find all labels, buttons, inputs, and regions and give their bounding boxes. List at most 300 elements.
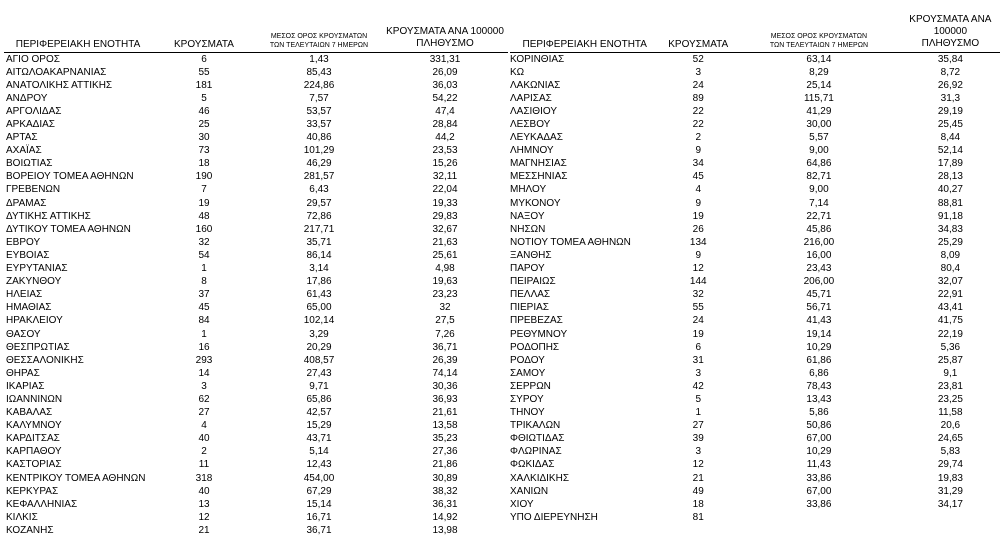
per-100k-cell: 31,29	[937, 485, 963, 497]
region-cell: ΑΡΤΑΣ	[6, 132, 38, 144]
table-row	[4, 249, 508, 262]
table-row	[510, 406, 1000, 419]
table-row	[510, 210, 1000, 223]
per-100k-cell: 54,22	[432, 92, 458, 104]
region-cell: ΛΑΚΩΝΙΑΣ	[510, 79, 561, 91]
avg-7day-cell: 5,86	[809, 407, 829, 419]
per-100k-cell: 29,83	[432, 210, 458, 222]
per-100k-cell: 38,32	[432, 485, 458, 497]
region-cell: ΛΕΣΒΟΥ	[510, 119, 551, 131]
per-100k-cell: 20,6	[940, 420, 961, 432]
cases-cell: 40	[198, 433, 210, 445]
per-100k-cell: 14,92	[432, 511, 458, 523]
avg-7day-cell: 67,00	[806, 433, 832, 445]
cases-cell: 9	[695, 145, 702, 157]
table-row	[4, 210, 508, 223]
region-cell: ΔΥΤΙΚΗΣ ΑΤΤΙΚΗΣ	[6, 210, 91, 222]
per-100k-cell: 19,83	[937, 472, 963, 484]
region-cell: ΚΟΡΙΝΘΙΑΣ	[510, 53, 565, 65]
cases-cell: 24	[692, 315, 704, 327]
region-cell: ΠΕΛΛΑΣ	[510, 289, 551, 301]
table-row	[4, 380, 508, 393]
cases-table-right	[510, 6, 1000, 524]
table-row	[510, 327, 1000, 340]
table-row	[4, 144, 508, 157]
avg-7day-cell: 12,43	[306, 459, 332, 471]
region-cell: ΣΑΜΟΥ	[510, 367, 546, 379]
cases-cell: 3	[201, 380, 207, 392]
per-100k-cell: 34,83	[937, 223, 963, 235]
table-row	[510, 458, 1000, 471]
avg-7day-cell: 408,57	[303, 354, 335, 366]
cases-cell: 1	[201, 263, 207, 275]
header-7day-average: ΜΕΣΟΣ ΟΡΟΣ ΚΡΟΥΣΜΑΤΩΝ ΤΩΝ ΤΕΛΕΥΤΑΙΩΝ 7 ΗΜΕΡΩΝ	[769, 32, 868, 49]
table-row	[4, 419, 508, 432]
region-cell: ΦΘΙΩΤΙΔΑΣ	[510, 433, 565, 445]
cases-cell: 19	[198, 197, 210, 209]
header-cases: ΚΡΟΥΣΜΑΤΑ	[174, 38, 234, 50]
table-row	[510, 485, 1000, 498]
region-cell: ΝΟΤΙΟΥ ΤΟΜΕΑ ΑΘΗΝΩΝ	[510, 236, 631, 248]
avg-7day-cell: 41,29	[806, 105, 832, 117]
region-cell: ΔΥΤΙΚΟΥ ΤΟΜΕΑ ΑΘΗΝΩΝ	[6, 223, 131, 235]
table-row	[510, 432, 1000, 445]
table-row	[510, 66, 1000, 79]
cases-cell: 30	[198, 132, 210, 144]
region-cell: ΘΑΣΟΥ	[6, 328, 41, 340]
per-100k-cell: 21,86	[432, 459, 458, 471]
region-cell: ΧΑΝΙΩΝ	[510, 485, 549, 497]
avg-7day-cell: 15,14	[306, 498, 332, 510]
avg-7day-cell: 1,43	[309, 53, 329, 65]
per-100k-cell: 17,89	[937, 158, 963, 170]
table-row	[510, 354, 1000, 367]
table-row	[4, 288, 508, 301]
avg-7day-cell: 33,57	[306, 119, 332, 131]
cases-cell: 18	[198, 158, 210, 170]
cases-cell: 293	[195, 354, 213, 366]
table-row	[4, 52, 508, 66]
region-cell: ΚΕΝΤΡΙΚΟΥ ΤΟΜΕΑ ΑΘΗΝΩΝ	[6, 472, 146, 484]
avg-7day-cell: 11,43	[806, 459, 832, 471]
avg-7day-cell: 61,86	[806, 354, 832, 366]
table-row	[510, 170, 1000, 183]
table-row	[510, 131, 1000, 144]
cases-cell: 12	[198, 511, 210, 523]
per-100k-cell: 44,2	[435, 132, 455, 144]
region-cell: ΑΝΔΡΟΥ	[6, 92, 48, 104]
cases-cell: 14	[198, 367, 210, 379]
cases-cell: 11	[198, 459, 210, 471]
per-100k-cell: 19,63	[432, 276, 458, 288]
table-row	[4, 432, 508, 445]
region-cell: ΕΥΒΟΙΑΣ	[6, 249, 50, 261]
avg-7day-cell: 20,29	[306, 341, 332, 353]
per-100k-cell	[901, 511, 1000, 524]
per-100k-cell: 32	[439, 302, 451, 314]
cases-cell: 4	[695, 184, 702, 196]
per-100k-cell: 35,23	[432, 433, 458, 445]
region-cell: ΜΕΣΣΗΝΙΑΣ	[510, 171, 568, 183]
avg-7day-cell: 53,57	[306, 105, 332, 117]
cases-cell: 32	[692, 289, 704, 301]
cases-cell: 19	[692, 210, 704, 222]
avg-7day-cell: 17,86	[306, 276, 332, 288]
per-100k-cell: 331,31	[429, 53, 461, 65]
region-cell: ΕΥΡΥΤΑΝΙΑΣ	[6, 263, 68, 275]
per-100k-cell: 21,61	[432, 407, 458, 419]
avg-7day-cell: 86,14	[306, 249, 332, 261]
per-100k-cell: 25,61	[432, 249, 458, 261]
region-cell: ΠΕΙΡΑΙΩΣ	[510, 276, 556, 288]
per-100k-cell: 23,53	[432, 145, 458, 157]
region-cell: ΖΑΚΥΝΘΟΥ	[6, 276, 62, 288]
header-region: ΠΕΡΙΦΕΡΕΙΑΚΗ ΕΝΟΤΗΤΑ	[522, 38, 647, 50]
avg-7day-cell: 25,14	[806, 79, 832, 91]
table-row	[4, 275, 508, 288]
cases-table-left	[4, 6, 508, 537]
avg-7day-cell: 5,14	[309, 446, 329, 458]
region-cell: ΑΡΚΑΔΙΑΣ	[6, 119, 55, 131]
avg-7day-cell: 101,29	[303, 145, 335, 157]
table-row	[510, 92, 1000, 105]
avg-7day-cell: 29,57	[306, 197, 332, 209]
per-100k-cell: 13,98	[432, 524, 458, 536]
cases-cell: 144	[689, 276, 707, 288]
table-row	[510, 314, 1000, 327]
table-row	[510, 105, 1000, 118]
cases-cell: 42	[692, 380, 704, 392]
per-100k-cell: 88,81	[937, 197, 963, 209]
cases-cell: 2	[695, 132, 702, 144]
table-row	[510, 144, 1000, 157]
cases-cell: 22	[692, 119, 704, 131]
avg-7day-cell: 7,57	[309, 92, 329, 104]
per-100k-cell: 35,84	[937, 53, 963, 65]
per-100k-cell: 4,98	[435, 263, 455, 275]
per-100k-cell: 41,75	[937, 315, 963, 327]
per-100k-cell: 26,39	[432, 354, 458, 366]
region-cell: ΝΗΣΩΝ	[510, 223, 546, 235]
table-row	[4, 301, 508, 314]
table-header-row	[510, 6, 1000, 52]
region-cell: ΠΡΕΒΕΖΑΣ	[510, 315, 563, 327]
avg-7day-cell: 56,71	[806, 302, 832, 314]
table-row	[4, 79, 508, 92]
table-row	[510, 157, 1000, 170]
cases-cell: 55	[198, 66, 210, 78]
region-cell: ΚΑΡΠΑΘΟΥ	[6, 446, 62, 458]
per-100k-cell: 36,03	[432, 79, 458, 91]
per-100k-cell: 40,27	[937, 184, 963, 196]
region-cell: ΗΛΕΙΑΣ	[6, 289, 43, 301]
cases-cell: 54	[198, 249, 210, 261]
region-cell: ΚΑΡΔΙΤΣΑΣ	[6, 433, 60, 445]
table-row	[4, 341, 508, 354]
per-100k-cell: 24,65	[937, 433, 963, 445]
cases-cell: 8	[201, 276, 207, 288]
cases-cell: 24	[692, 79, 704, 91]
avg-7day-cell: 67,00	[806, 485, 832, 497]
table-row	[4, 223, 508, 236]
per-100k-cell: 25,45	[937, 119, 963, 131]
cases-cell: 5	[695, 393, 702, 405]
avg-7day-cell: 85,43	[306, 66, 332, 78]
cases-cell: 18	[692, 498, 704, 510]
cases-cell: 37	[198, 289, 210, 301]
avg-7day-cell: 9,00	[809, 184, 829, 196]
table-row	[4, 367, 508, 380]
table-row	[510, 445, 1000, 458]
cases-cell: 34	[692, 158, 704, 170]
per-100k-cell: 13,58	[432, 420, 458, 432]
per-100k-cell: 11,58	[938, 407, 963, 419]
cases-cell: 5	[201, 92, 207, 104]
per-100k-cell: 23,81	[937, 380, 963, 392]
per-100k-cell: 8,44	[940, 132, 961, 144]
avg-7day-cell: 35,71	[306, 236, 332, 248]
cases-cell: 12	[692, 263, 704, 275]
region-cell: ΞΑΝΘΗΣ	[510, 249, 552, 261]
region-cell: ΑΡΓΟΛΙΔΑΣ	[6, 105, 62, 117]
per-100k-cell: 32,07	[937, 276, 963, 288]
table-row	[4, 118, 508, 131]
header-cases-per-100k: ΚΡΟΥΣΜΑΤΑ ΑΝΑ 100000 ΠΛΗΘΥΣΜΟ	[386, 25, 504, 49]
avg-7day-cell: 115,71	[803, 92, 834, 104]
table-row	[510, 79, 1000, 92]
region-cell: ΚΑΒΑΛΑΣ	[6, 407, 53, 419]
region-cell: ΡΕΘΥΜΝΟΥ	[510, 328, 568, 340]
header-cases: ΚΡΟΥΣΜΑΤΑ	[668, 38, 729, 50]
avg-7day-cell: 9,00	[809, 145, 829, 157]
per-100k-cell: 15,26	[432, 158, 458, 170]
cases-cell: 318	[195, 472, 213, 484]
per-100k-cell: 19,33	[432, 197, 458, 209]
per-100k-cell: 8,09	[940, 249, 961, 261]
per-100k-cell: 29,19	[937, 105, 963, 117]
per-100k-cell: 22,91	[937, 289, 963, 301]
cases-cell: 26	[692, 223, 704, 235]
per-100k-cell: 5,83	[940, 446, 961, 458]
per-100k-cell: 29,74	[937, 459, 963, 471]
cases-cell: 181	[195, 79, 213, 91]
per-100k-cell: 80,4	[940, 263, 961, 275]
avg-7day-cell: 454,00	[303, 472, 335, 484]
cases-cell: 52	[692, 53, 704, 65]
region-cell: ΣΕΡΡΩΝ	[510, 380, 551, 392]
region-cell: ΑΓΙΟ ΟΡΟΣ	[6, 53, 60, 65]
avg-7day-cell: 6,43	[309, 184, 329, 196]
region-cell: ΕΒΡΟΥ	[6, 236, 41, 248]
cases-cell: 40	[198, 485, 210, 497]
region-cell: ΥΠΟ ΔΙΕΡΕΥΝΗΣΗ	[510, 511, 598, 523]
table-row	[4, 498, 508, 511]
avg-7day-cell: 33,86	[806, 498, 832, 510]
region-cell: ΓΡΕΒΕΝΩΝ	[6, 184, 61, 196]
avg-7day-cell: 27,43	[306, 367, 332, 379]
avg-7day-cell: 16,00	[806, 249, 832, 261]
region-cell: ΛΕΥΚΑΔΑΣ	[510, 132, 563, 144]
cases-cell: 16	[198, 341, 210, 353]
table-header-row	[4, 6, 508, 52]
table-row	[510, 118, 1000, 131]
avg-7day-cell: 33,86	[806, 472, 832, 484]
region-cell: ΘΗΡΑΣ	[6, 367, 40, 379]
avg-7day-cell: 3,29	[309, 328, 329, 340]
region-cell: ΧΑΛΚΙΔΙΚΗΣ	[510, 472, 569, 484]
avg-7day-cell: 16,71	[306, 511, 332, 523]
table-row	[4, 511, 508, 524]
per-100k-cell: 23,23	[432, 289, 458, 301]
table-row	[4, 262, 508, 275]
cases-cell: 3	[695, 367, 702, 379]
cases-cell: 6	[201, 53, 207, 65]
region-cell: ΚΙΛΚΙΣ	[6, 511, 38, 523]
region-cell: ΜΥΚΟΝΟΥ	[510, 197, 561, 209]
cases-cell: 3	[695, 446, 702, 458]
cases-cell: 55	[692, 302, 704, 314]
cases-cell: 48	[198, 210, 210, 222]
per-100k-cell: 8,72	[940, 66, 961, 78]
per-100k-cell: 28,84	[432, 119, 458, 131]
per-100k-cell: 43,41	[937, 302, 963, 314]
cases-cell: 2	[201, 446, 207, 458]
region-cell: ΛΑΣΙΘΙΟΥ	[510, 105, 557, 117]
region-cell: ΝΑΞΟΥ	[510, 210, 545, 222]
avg-7day-cell: 42,57	[306, 407, 332, 419]
per-100k-cell: 9,1	[943, 367, 958, 379]
cases-cell: 27	[692, 420, 704, 432]
avg-7day-cell: 9,71	[309, 380, 329, 392]
cases-cell: 134	[689, 236, 707, 248]
region-cell: ΗΡΑΚΛΕΙΟΥ	[6, 315, 63, 327]
region-cell: ΒΟΙΩΤΙΑΣ	[6, 158, 53, 170]
cases-cell: 4	[201, 420, 207, 432]
region-cell: ΑΧΑΪΑΣ	[6, 145, 42, 157]
per-100k-cell: 25,87	[937, 354, 963, 366]
table-row	[4, 131, 508, 144]
cases-cell: 13	[198, 498, 210, 510]
region-cell: ΛΗΜΝΟΥ	[510, 145, 554, 157]
header-region: ΠΕΡΙΦΕΡΕΙΑΚΗ ΕΝΟΤΗΤΑ	[15, 38, 141, 50]
header-7day-average: ΜΕΣΟΣ ΟΡΟΣ ΚΡΟΥΣΜΑΤΩΝ ΤΩΝ ΤΕΛΕΥΤΑΙΩΝ 7 ΗΜΕΡΩΝ	[269, 32, 369, 49]
region-cell: ΠΑΡΟΥ	[510, 263, 545, 275]
table-row	[510, 498, 1000, 511]
per-100k-cell: 22,19	[937, 328, 963, 340]
per-100k-cell: 31,3	[940, 92, 961, 104]
per-100k-cell: 52,14	[937, 145, 963, 157]
avg-7day-cell: 10,29	[806, 446, 832, 458]
per-100k-cell: 21,63	[432, 236, 458, 248]
table-row	[4, 105, 508, 118]
cases-cell: 21	[198, 524, 210, 536]
region-cell: ΗΜΑΘΙΑΣ	[6, 302, 52, 314]
avg-7day-cell: 45,71	[806, 289, 832, 301]
table-row	[4, 157, 508, 170]
region-cell: ΚΩ	[510, 66, 525, 78]
per-100k-cell: 30,89	[432, 472, 458, 484]
region-cell: ΑΙΤΩΛΟΑΚΑΡΝΑΝΙΑΣ	[6, 66, 107, 78]
table-row	[510, 288, 1000, 301]
region-cell: ΑΝΑΤΟΛΙΚΗΣ ΑΤΤΙΚΗΣ	[6, 79, 113, 91]
region-cell: ΣΥΡΟΥ	[510, 393, 544, 405]
cases-cell: 6	[695, 341, 702, 353]
table-row	[4, 445, 508, 458]
cases-cell: 7	[201, 184, 207, 196]
cases-cell: 84	[198, 315, 210, 327]
table-row	[510, 236, 1000, 249]
region-cell: ΡΟΔΟΥ	[510, 354, 545, 366]
avg-7day-cell: 22,71	[806, 210, 832, 222]
table-row	[510, 301, 1000, 314]
region-cell: ΠΙΕΡΙΑΣ	[510, 302, 549, 314]
table-row	[4, 197, 508, 210]
per-100k-cell: 26,92	[937, 79, 963, 91]
avg-7day-cell: 281,57	[303, 171, 335, 183]
table-row	[4, 406, 508, 419]
per-100k-cell: 22,04	[432, 184, 458, 196]
cases-cell: 32	[198, 236, 210, 248]
cases-cell: 81	[692, 511, 704, 523]
table-row	[510, 472, 1000, 485]
avg-7day-cell: 43,71	[306, 433, 332, 445]
region-cell: ΡΟΔΟΠΗΣ	[510, 341, 560, 353]
per-100k-cell: 32,67	[432, 223, 458, 235]
region-cell: ΚΑΛΥΜΝΟΥ	[6, 420, 62, 432]
cases-cell: 27	[198, 407, 210, 419]
avg-7day-cell: 5,57	[809, 132, 829, 144]
cases-cell: 9	[695, 249, 702, 261]
cases-cell: 190	[195, 171, 213, 183]
region-cell: ΛΑΡΙΣΑΣ	[510, 92, 552, 104]
cases-cell: 46	[198, 105, 210, 117]
table-row	[510, 223, 1000, 236]
table-row	[510, 367, 1000, 380]
table-row	[510, 183, 1000, 196]
cases-cell: 160	[195, 223, 213, 235]
region-cell: ΧΙΟΥ	[510, 498, 534, 510]
table-row	[4, 236, 508, 249]
table-row	[4, 66, 508, 79]
region-cell: ΤΗΝΟΥ	[510, 407, 545, 419]
avg-7day-cell: 3,14	[309, 263, 329, 275]
per-100k-cell: 5,36	[940, 341, 961, 353]
header-cases-per-100k: ΚΡΟΥΣΜΑΤΑ ΑΝΑ 100000 ΠΛΗΘΥΣΜΟ	[909, 13, 992, 49]
cases-cell: 49	[692, 485, 704, 497]
region-cell: ΘΕΣΣΑΛΟΝΙΚΗΣ	[6, 354, 84, 366]
avg-7day-cell: 65,00	[306, 302, 332, 314]
table-row	[510, 262, 1000, 275]
avg-7day-cell: 78,43	[806, 380, 832, 392]
region-cell: ΚΑΣΤΟΡΙΑΣ	[6, 459, 62, 471]
avg-7day-cell: 224,86	[303, 79, 335, 91]
table-row	[4, 183, 508, 196]
region-cell: ΜΗΛΟΥ	[510, 184, 547, 196]
table-row	[4, 472, 508, 485]
cases-cell: 89	[692, 92, 704, 104]
per-100k-cell: 27,36	[432, 446, 458, 458]
region-cell: ΤΡΙΚΑΛΩΝ	[510, 420, 561, 432]
region-cell: ΔΡΑΜΑΣ	[6, 197, 47, 209]
avg-7day-cell: 216,00	[803, 236, 835, 248]
per-100k-cell: 34,17	[937, 498, 963, 510]
cases-cell: 73	[198, 145, 210, 157]
region-cell: ΙΚΑΡΙΑΣ	[6, 380, 45, 392]
region-cell: ΚΕΦΑΛΛΗΝΙΑΣ	[6, 498, 78, 510]
avg-7day-cell: 61,43	[306, 289, 332, 301]
per-100k-cell: 28,13	[937, 171, 963, 183]
avg-7day-cell: 30,00	[806, 119, 832, 131]
